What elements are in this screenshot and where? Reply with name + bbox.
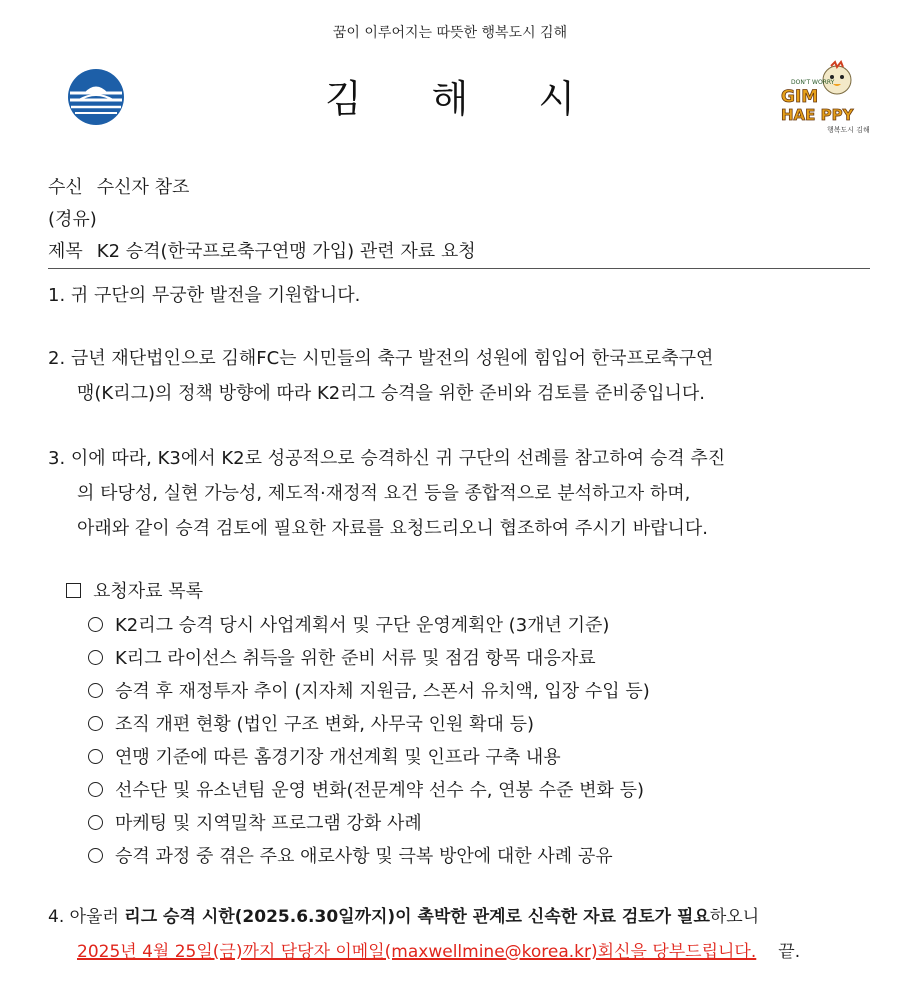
subject-label: 제목 (48, 241, 83, 262)
paragraph-2-line-2: 맹(K리그)의 정책 방향에 따라 K2리그 승격을 위한 준비와 검토를 준비중입니다. (77, 383, 705, 404)
mascot-line2: HAE PPY (781, 106, 854, 124)
subject-value: K2 승격(한국프로축구연맹 가입) 관련 자료 요청 (96, 241, 476, 262)
circle-bullet-icon (88, 617, 103, 632)
list-item (88, 741, 650, 774)
list-item-text: K2리그 승격 당시 사업계획서 및 구단 운영계획안 (3개년 기준) (115, 615, 610, 636)
paragraph-1-text: 1. 귀 구단의 무궁한 발전을 기원합니다. (48, 285, 361, 306)
circle-bullet-icon (88, 650, 103, 665)
paragraph-4-line-1 (48, 900, 870, 935)
subject-line (48, 236, 870, 268)
list-item-text: K리그 라이선스 취득을 위한 준비 서류 및 점검 항목 대응자료 (115, 648, 596, 669)
circle-bullet-icon (88, 815, 103, 830)
slogan: 꿈이 이루어지는 따뜻한 행복도시 김해 (332, 25, 568, 41)
request-list-title-text: 요청자료 목록 (93, 581, 204, 602)
circle-bullet-icon (88, 716, 103, 731)
deadline-notice: 2025년 4월 25일(금)까지 담당자 이메일(maxwellmine@korea.kr)회신을 당부드립니다. (77, 942, 757, 962)
paragraph-4-suffix: 하오니 (709, 907, 760, 927)
list-item-text: 마케팅 및 지역밀착 프로그램 강화 사례 (115, 813, 422, 834)
org-name: 김해시 (324, 77, 646, 121)
list-item-text: 조직 개편 현황 (법인 구조 변화, 사무국 인원 확대 등) (115, 714, 535, 735)
paragraph-3-line-2: 의 타당성, 실현 가능성, 제도적·재정적 요건 등을 종합적으로 분석하고자 하며, (77, 483, 691, 504)
paragraph-4-prefix: 4. 아울러 (48, 907, 125, 927)
list-item-text: 선수단 및 유소년팀 운영 변화(전문계약 선수 수, 연봉 수준 변화 등) (115, 780, 645, 801)
list-item (88, 675, 650, 708)
paragraph-3-line-1: 3. 이에 따라, K3에서 K2로 성공적으로 승격하신 귀 구단의 선례를 참고하여 승격 추진 (48, 448, 726, 469)
list-item (88, 807, 650, 840)
paragraph-3 (48, 441, 870, 546)
circle-bullet-icon (88, 782, 103, 797)
square-bullet-icon (66, 583, 81, 598)
list-item (88, 609, 650, 642)
list-item-text: 연맹 기준에 따른 홈경기장 개선계획 및 인프라 구축 내용 (115, 747, 561, 768)
circle-bullet-icon (88, 749, 103, 764)
circle-bullet-icon (88, 683, 103, 698)
paragraph-4-line-2 (48, 935, 870, 970)
list-item-text: 승격 과정 중 겪은 주요 애로사항 및 극복 방안에 대한 사례 공유 (115, 846, 613, 867)
list-item (88, 840, 650, 873)
mascot-line1: GIM (781, 87, 819, 107)
recipient-line (48, 172, 870, 204)
request-list-title (66, 580, 203, 604)
list-item (88, 774, 650, 807)
recipient-label: 수신 (48, 177, 83, 198)
paragraph-4-emphasis: 리그 승격 시한(2025.6.30일까지)이 촉박한 관계로 신속한 자료 검토가 필요 (124, 907, 710, 927)
header-divider (48, 268, 870, 269)
circle-bullet-icon (88, 848, 103, 863)
list-item-text: 승격 후 재정투자 추이 (지자체 지원금, 스폰서 유치액, 입장 수입 등) (115, 681, 650, 702)
via-line: (경유) (48, 209, 97, 230)
paragraph-3-line-3: 아래와 같이 승격 검토에 필요한 자료를 요청드리오니 협조하여 주시기 바랍니다. (77, 518, 709, 539)
recipient-value: 수신자 참조 (96, 177, 190, 198)
paragraph-2 (48, 341, 870, 411)
request-list (88, 609, 650, 873)
paragraph-4 (48, 900, 870, 970)
mascot-top-text: DON'T WORRY (791, 79, 835, 86)
paragraph-1 (48, 278, 870, 313)
document-meta (48, 172, 870, 268)
document-end-mark: 끝. (778, 942, 801, 962)
mascot-caption: 행복도시 김해 (827, 126, 870, 134)
list-item (88, 642, 650, 675)
gimhappy-mascot-logo (765, 60, 873, 136)
paragraph-2-line-1: 2. 금년 재단법인으로 김해FC는 시민들의 축구 발전의 성원에 힘입어 한국프로축구연 (48, 348, 714, 369)
list-item (88, 708, 650, 741)
